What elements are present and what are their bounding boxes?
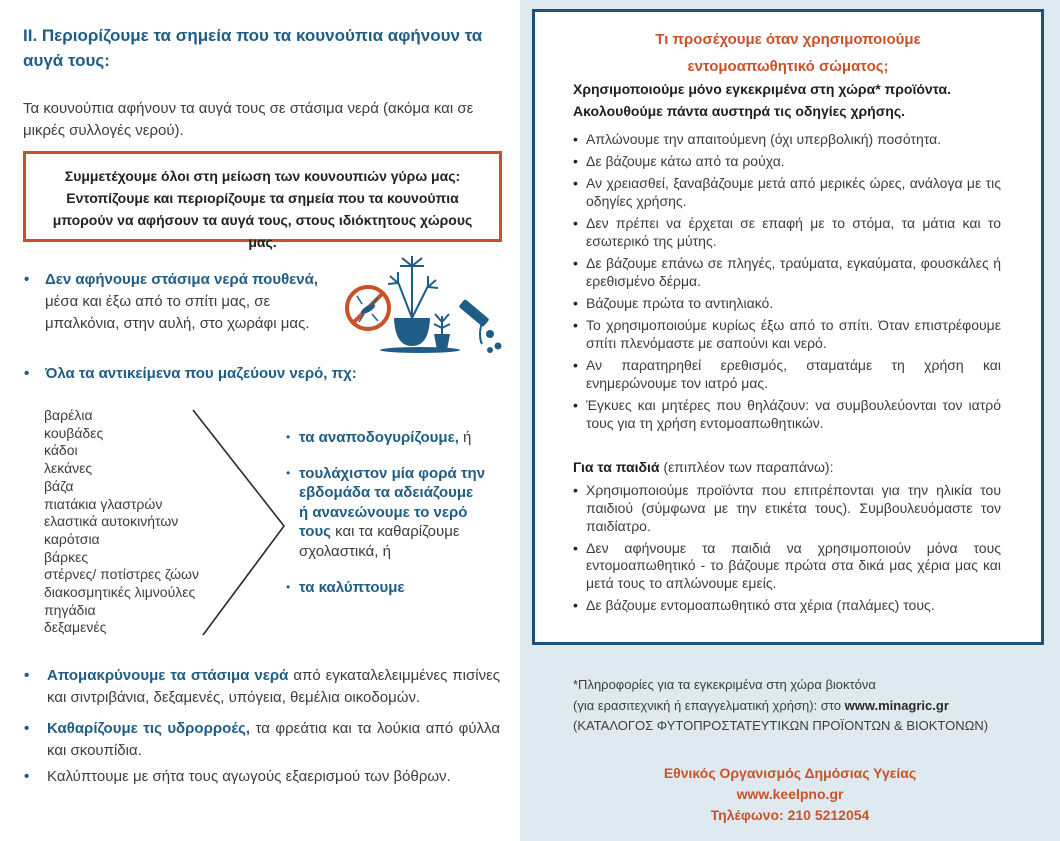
list-item: καρότσια	[44, 530, 100, 547]
bullet-dot: •	[573, 294, 578, 311]
bullet-dot: •	[286, 430, 291, 444]
org-contact	[520, 763, 1060, 826]
left-column	[0, 0, 520, 841]
bullet-text: μέσα και έξω από το σπίτι μας, σε μπαλκόνια, στην αυλή, στο χωράφι μας.	[45, 293, 310, 332]
bullet-dot: •	[573, 254, 578, 271]
list-item	[573, 597, 1001, 615]
bullet-dot: •	[573, 356, 578, 373]
bullet-dot: •	[286, 580, 291, 594]
list-item	[573, 540, 1001, 593]
list-item	[573, 357, 1001, 393]
potted-plants-icon	[380, 256, 460, 353]
bullet-cover-vents	[24, 766, 500, 788]
bullet-text: τα φρεάτια και τα λούκια από φύλλα και σκουπίδια.	[47, 720, 501, 759]
action-bold-text: τα καλύπτουμε	[299, 579, 405, 596]
list-item	[573, 255, 1001, 291]
action-item	[286, 428, 486, 448]
section-title: II. Περιορίζουμε τα σημεία που τα κουνούπια αφήνουν τα αυγά τους:	[23, 26, 483, 70]
list-item: λεκάνες	[44, 460, 93, 477]
bullet-bold-text: Απομακρύνουμε τα στάσιμα νερά	[47, 667, 289, 684]
action-text: και τα καθαρίζουμε σχολαστικά, ή	[299, 523, 460, 560]
list-item	[573, 482, 1001, 535]
list-item-text: Βάζουμε πρώτα το αντιηλιακό.	[586, 294, 774, 311]
list-item	[573, 175, 1001, 211]
bullet-dot: •	[286, 465, 291, 480]
callout-box: Συμμετέχουμε όλοι στη μείωση των κουνουπιών γύρω μας: Εντοπίζουμε και περιορίζουμε τα σημεία που τα κουνούπια μπορούν να αφήσουν τα αυγά τους, στους ιδιόκτητους χώρους μας.	[23, 151, 502, 242]
bullet-bold-text: Όλα τα αντικείμενα που μαζεύουν νερό, πχ:	[45, 365, 357, 382]
bullet-remove-water	[24, 665, 500, 709]
bullet-clean-gutters	[24, 718, 500, 762]
kids-bold-text: Για τα παιδιά	[573, 459, 660, 475]
kids-rules-list	[573, 482, 1001, 619]
action-bold-text: τα αναποδογυρίζουμε,	[299, 429, 459, 446]
list-item-text: Το χρησιμοποιούμε κυρίως έξω από το σπίτι. Όταν επιστρέφουμε σπίτι πλενόμαστε με σαπούνι και νερό.	[586, 316, 1001, 351]
bullet-dot: •	[24, 271, 30, 288]
bullet-dot: •	[24, 365, 30, 382]
list-item: πηγάδια	[44, 601, 96, 618]
list-item: στέρνες/ ποτίστρες ζώων	[44, 566, 199, 583]
bracket-arrow	[186, 406, 296, 638]
list-item-text: Δε βάζουμε επάνω σε πληγές, τραύματα, εγκαύματα, φουσκάλες ή ερεθισμένο δέρμα.	[586, 254, 1001, 289]
no-mosquito-icon	[347, 287, 389, 329]
list-item: κουβάδες	[44, 424, 104, 441]
spray-bottle-icon	[459, 299, 502, 353]
bullet-standing-water	[24, 269, 334, 335]
list-item-text: Δεν πρέπει να έρχεται σε επαφή με το στόμα, τα μάτια και το εσωτερικό της μύτης.	[586, 215, 1001, 249]
list-item: ελαστικά αυτοκινήτων	[44, 513, 179, 530]
bullet-dot: •	[573, 131, 578, 147]
bullet-bold-text: Δεν αφήνουμε στάσιμα νερά πουθενά,	[45, 271, 319, 288]
bullet-text: Καλύπτουμε με σήτα τους αγωγούς εξαερισμού των βόθρων.	[47, 768, 451, 785]
list-item	[573, 215, 1001, 251]
lead-line: Ακολουθούμε πάντα αυστηρά τις οδηγίες χρήσης.	[573, 103, 906, 119]
list-item: πιατάκια γλαστρών	[44, 495, 163, 512]
list-item-text: Απλώνουμε την απαιτούμενη (όχι υπερβολική) ποσότητα.	[586, 131, 942, 147]
bullet-dot: •	[573, 482, 578, 498]
bullet-dot: •	[573, 215, 578, 232]
bullet-water-objects	[24, 363, 424, 385]
minagric-link[interactable]: www.minagric.gr	[844, 697, 949, 713]
footnote-line: (ΚΑΤΑΛΟΓΟΣ ΦΥΤΟΠΡΟΣΤΑΤΕΥΤΙΚΩΝ ΠΡΟΪΟΝΤΩΝ & ΒΙΟΚΤΟΝΩΝ)	[573, 718, 989, 733]
org-url-link[interactable]: www.keelpno.gr	[736, 786, 844, 802]
list-item-text: Αν παρατηρηθεί ερεθισμός, σταματάμε τη χρήση και ενημερώνουμε τον ιατρό μας.	[586, 356, 1001, 391]
bullet-dot: •	[573, 597, 578, 614]
list-item: βαρέλια	[44, 407, 93, 423]
bullet-dot: •	[24, 667, 30, 684]
list-item: βάρκες	[44, 548, 89, 565]
list-item-text: Χρησιμοποιούμε προϊόντα που επιτρέπονται για την ηλικία του παιδιού (σύμφωνα με την ετικέτα τους). Συμβουλευόμαστε τον παιδίατρο.	[586, 482, 1001, 534]
list-item-text: Δε βάζουμε εντομοαπωθητικό στα χέρια (παλάμες) τους.	[586, 597, 935, 614]
org-phone: Τηλέφωνο: 210 5212054	[710, 807, 870, 823]
list-item-text: Δε βάζουμε κάτω από τα ρούχα.	[586, 153, 785, 170]
action-text: ή	[458, 429, 472, 446]
list-item: διακοσμητικές λιμνούλες	[44, 584, 196, 601]
actions-list	[286, 428, 486, 598]
list-item	[573, 131, 1001, 149]
intro-text: Τα κουνούπια αφήνουν τα αυγά τους σε στάσιμα νερά (ακόμα και σε μικρές συλλογές νερού).	[23, 100, 474, 139]
list-item-text: Έγκυες και μητέρες που θηλάζουν: να συμβουλεύονται τον ιατρό τους για τη χρήση εντομοαπωθητικών.	[586, 396, 1001, 431]
footnote-line	[573, 696, 1013, 717]
list-item: βάζα	[44, 477, 74, 494]
right-column	[520, 0, 1060, 841]
list-item	[573, 153, 1001, 171]
bullet-dot: •	[24, 720, 30, 737]
bullet-dot: •	[573, 153, 578, 170]
repellent-info-box	[532, 9, 1044, 645]
action-item	[286, 578, 486, 598]
bullet-dot: •	[573, 175, 578, 192]
action-item	[286, 464, 486, 562]
bullet-dot: •	[24, 768, 30, 785]
footnote-line: *Πληροφορίες για τα εγκεκριμένα στη χώρα βιοκτόνα	[573, 677, 876, 692]
list-item-text: Δεν αφήνουμε τα παιδιά να χρησιμοποιούν μόνα τους εντομοαπωθητικό - το βάζουμε πρώτα στα δικά μας χέρια μας και μετά τους το απλώνουμε εμείς.	[586, 539, 1001, 592]
footnote-text: (για ερασιτεχνική ή επαγγελματική χρήση): στο	[573, 697, 845, 713]
box-title	[535, 26, 1041, 80]
box-title-line: εντομοαπωθητικό σώματος;	[687, 58, 889, 75]
org-name: Εθνικός Οργανισμός Δημόσιας Υγείας	[663, 765, 917, 781]
lead-line: Χρησιμοποιούμε μόνο εγκεκριμένα στη χώρα* προϊόντα.	[573, 81, 952, 97]
bullet-dot: •	[573, 396, 578, 413]
list-item: δεξαμενές	[44, 619, 107, 636]
list-item	[573, 397, 1001, 433]
action-bold-text: τουλάχιστον μία φορά την εβδομάδα τα αδειάζουμε ή ανανεώνουμε το νερό τους	[299, 464, 486, 540]
kids-heading	[573, 457, 1001, 477]
bullet-dot: •	[573, 316, 578, 333]
footnote	[573, 675, 1013, 737]
rules-list	[573, 131, 1001, 437]
box-lead	[573, 78, 1013, 122]
bullet-bold-text: Καθαρίζουμε τις υδρορροές,	[47, 720, 251, 737]
list-item-text: Αν χρειασθεί, ξαναβάζουμε μετά από μερικές ώρες, ανάλογα με τις οδηγίες χρήσης.	[586, 175, 1001, 209]
box-title-line: Τι προσέχουμε όταν χρησιμοποιούμε	[655, 31, 921, 48]
kids-text: (επιπλέον των παραπάνω):	[659, 459, 834, 475]
list-item: κάδοι	[44, 442, 78, 459]
list-item	[573, 317, 1001, 353]
bullet-text: από εγκαταλελειμμένες πισίνες και σιντριβάνια, δεξαμενές, υπόγεια, θεμέλια οικοδομών.	[47, 667, 500, 706]
bullet-dot: •	[573, 539, 578, 556]
mosquito-plants-illustration	[342, 256, 508, 356]
list-item	[573, 295, 1001, 313]
